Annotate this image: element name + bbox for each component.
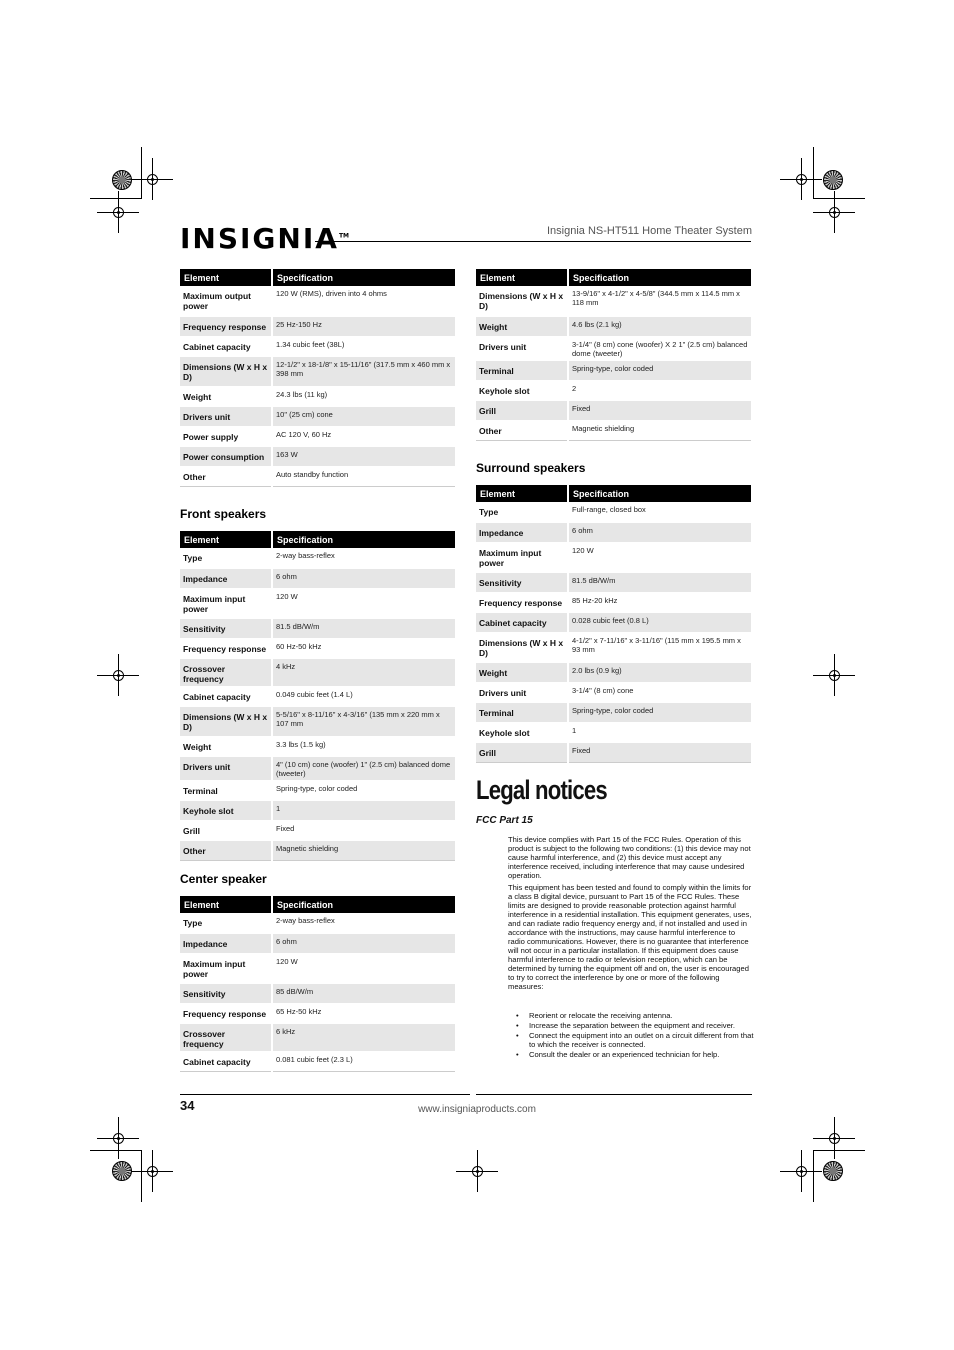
element-cell: Grill (476, 742, 568, 762)
specification-cell: 120 W (568, 542, 751, 572)
header-rule (315, 241, 751, 242)
element-cell: Sensitivity (180, 618, 272, 638)
table-row (180, 386, 455, 406)
specification-cell: 5-5/16" x 8-11/16" x 4-3/16" (135 mm x 220 mm x 107 mm (272, 706, 455, 736)
specification-cell: 2-way bass-reflex (272, 913, 455, 933)
table-row (180, 780, 455, 800)
list-item: • Reorient or relocate the receiving antenna. (516, 1011, 754, 1020)
center-continued-spec-table (476, 269, 751, 441)
crop-mark (141, 147, 142, 199)
crop-mark (813, 1150, 865, 1151)
specification-cell: 1 (568, 722, 751, 742)
specification-cell: 0.028 cubic feet (0.8 L) (568, 612, 751, 632)
column-header-specification: Specification (568, 269, 751, 286)
table-row (476, 360, 751, 380)
table-row (180, 286, 455, 316)
table-row (476, 592, 751, 612)
element-cell: Frequency response (180, 1003, 272, 1023)
table-row (180, 756, 455, 780)
element-cell: Power consumption (180, 446, 272, 466)
element-cell: Sensitivity (476, 572, 568, 592)
table-row (476, 722, 751, 742)
table-row (180, 336, 455, 356)
section-title-surround-speakers: Surround speakers (476, 461, 586, 475)
table-row (180, 466, 455, 486)
column-header-specification: Specification (272, 896, 455, 913)
specification-cell: Spring-type, color coded (568, 360, 751, 380)
crop-mark (813, 147, 814, 199)
element-cell: Drivers unit (476, 336, 568, 360)
element-cell: Keyhole slot (476, 380, 568, 400)
table-row (476, 316, 751, 336)
table-row (476, 420, 751, 440)
table-row (476, 502, 751, 522)
table-row (476, 522, 751, 542)
table-row (180, 406, 455, 426)
specification-cell: 13-9/16" x 4-1/2" x 4-5/8" (344.5 mm x 114.5 mm x 118 mm (568, 286, 751, 316)
element-cell: Other (476, 420, 568, 440)
color-rosette-icon (823, 1161, 843, 1181)
table-row (180, 568, 455, 588)
specification-cell: 3-1/4" (8 cm) cone (568, 682, 751, 702)
specification-cell: 4.6 lbs (2.1 kg) (568, 316, 751, 336)
specification-cell: 1 (272, 800, 455, 820)
specification-cell: 120 W (272, 588, 455, 618)
element-cell: Other (180, 466, 272, 486)
element-cell: Frequency response (180, 638, 272, 658)
table-row (180, 618, 455, 638)
table-row (180, 638, 455, 658)
specification-cell: Magnetic shielding (272, 840, 455, 860)
table-row (180, 1051, 455, 1071)
specification-cell: 6 kHz (272, 1023, 455, 1051)
table-row (180, 548, 455, 568)
table-row (180, 840, 455, 860)
column-header-specification: Specification (272, 269, 455, 286)
element-cell: Terminal (180, 780, 272, 800)
table-row (180, 588, 455, 618)
specification-cell: 3.3 lbs (1.5 kg) (272, 736, 455, 756)
element-cell: Frequency response (476, 592, 568, 612)
table-row (476, 702, 751, 722)
table-row (180, 316, 455, 336)
element-cell: Maximum input power (180, 588, 272, 618)
element-cell: Impedance (180, 568, 272, 588)
center-speaker-spec-table (180, 896, 455, 1072)
element-cell: Weight (476, 662, 568, 682)
crop-mark (813, 1150, 814, 1202)
element-cell: Weight (476, 316, 568, 336)
subwoofer-spec-table (180, 269, 455, 487)
crop-mark (90, 1150, 142, 1151)
specification-cell: Magnetic shielding (568, 420, 751, 440)
table-row (476, 400, 751, 420)
element-cell: Cabinet capacity (180, 686, 272, 706)
crop-mark (90, 198, 142, 199)
element-cell: Maximum input power (180, 953, 272, 983)
specification-cell: 2.0 lbs (0.9 kg) (568, 662, 751, 682)
element-cell: Drivers unit (476, 682, 568, 702)
list-item: • Consult the dealer or an experienced technician for help. (516, 1050, 754, 1059)
table-row (476, 336, 751, 360)
element-cell: Type (476, 502, 568, 522)
element-cell: Dimensions (W x H x D) (476, 286, 568, 316)
specification-cell: 1.34 cubic feet (38L) (272, 336, 455, 356)
specification-cell: 81.5 dB/W/m (272, 618, 455, 638)
specification-cell: 4-1/2" x 7-11/16" x 3-11/16" (115 mm x 195.5 mm x 93 mm (568, 632, 751, 662)
table-row (180, 426, 455, 446)
fcc-paragraph-1: This device complies with Part 15 of the FCC Rules. Operation of this product is subject to the following two conditions: (1) this device may not cause harmful interference, and (2) this device must accept any interference received, including interference that may cause undesired operation. (508, 835, 751, 880)
table-row (476, 286, 751, 316)
specification-cell: 24.3 lbs (11 kg) (272, 386, 455, 406)
specification-cell: 3-1/4" (8 cm) cone (woofer) X 2 1" (2.5 cm) balanced dome (tweeter) (568, 336, 751, 360)
table-row (180, 953, 455, 983)
table-row (180, 658, 455, 686)
specification-cell: 85 dB/W/m (272, 983, 455, 1003)
element-cell: Type (180, 913, 272, 933)
element-cell: Terminal (476, 360, 568, 380)
page-number: 34 (180, 1098, 195, 1113)
table-row (476, 612, 751, 632)
color-rosette-icon (823, 170, 843, 190)
specification-cell: 65 Hz-50 kHz (272, 1003, 455, 1023)
element-cell: Sensitivity (180, 983, 272, 1003)
column-header-element: Element (476, 485, 568, 502)
footer-url-link[interactable]: www.insigniaproducts.com (418, 1104, 536, 1115)
column-header-element: Element (180, 896, 272, 913)
specification-cell: Auto standby function (272, 466, 455, 486)
element-cell: Weight (180, 736, 272, 756)
element-cell: Other (180, 840, 272, 860)
table-row (476, 632, 751, 662)
specification-cell: 120 W (272, 953, 455, 983)
legal-notices-title: Legal notices (476, 775, 607, 805)
front-speakers-spec-table (180, 531, 455, 861)
element-cell: Cabinet capacity (180, 1051, 272, 1071)
table-row (476, 662, 751, 682)
specification-cell: Spring-type, color coded (568, 702, 751, 722)
element-cell: Crossover frequency (180, 658, 272, 686)
table-row (180, 913, 455, 933)
specification-cell: Spring-type, color coded (272, 780, 455, 800)
element-cell: Grill (476, 400, 568, 420)
column-header-specification: Specification (272, 531, 455, 548)
specification-cell: 10" (25 cm) cone (272, 406, 455, 426)
specification-cell: 81.5 dB/W/m (568, 572, 751, 592)
specification-cell: Fixed (568, 400, 751, 420)
header-title: Insignia NS-HT511 Home Theater System (546, 225, 752, 237)
specification-cell: Fixed (568, 742, 751, 762)
specification-cell: 6 ohm (272, 933, 455, 953)
specification-cell: 85 Hz-20 kHz (568, 592, 751, 612)
specification-cell: AC 120 V, 60 Hz (272, 426, 455, 446)
element-cell: Impedance (476, 522, 568, 542)
element-cell: Crossover frequency (180, 1023, 272, 1051)
specification-cell: 2-way bass-reflex (272, 548, 455, 568)
table-row (476, 542, 751, 572)
list-item: • Increase the separation between the equipment and receiver. (516, 1021, 754, 1030)
table-row (180, 736, 455, 756)
table-row (180, 800, 455, 820)
fcc-paragraph-2: This equipment has been tested and found to comply within the limits for a class B digital device, pursuant to Part 15 of the FCC Rules. These limits are designed to provide reasonable protection against harmful interference in a residential installation. This equipment generates, uses, and can radiate radio frequency energy and, if not installed and used in accordance with the instructions, may cause harmful interference to radio communications. However, there is no guarantee that interference will not occur in a particular installation. If this equipment does cause harmful interference to radio or television reception, which can be determined by turning the equipment off and on, the user is encouraged to try to correct the interference by one or more of the following measures: (508, 883, 752, 991)
element-cell: Terminal (476, 702, 568, 722)
table-row (476, 682, 751, 702)
crop-mark (141, 1150, 142, 1202)
table-row (180, 706, 455, 736)
table-row (476, 742, 751, 762)
table-row (180, 446, 455, 466)
element-cell: Keyhole slot (180, 800, 272, 820)
column-header-element: Element (180, 269, 272, 286)
insignia-logo: INSIGNIA™ (180, 222, 350, 255)
table-row (180, 933, 455, 953)
element-cell: Dimensions (W x H x D) (180, 356, 272, 386)
specification-cell: 4 kHz (272, 658, 455, 686)
fcc-measures-list (516, 1011, 754, 1060)
footer-rule (180, 1094, 470, 1095)
section-title-front-speakers: Front speakers (180, 507, 267, 521)
element-cell: Impedance (180, 933, 272, 953)
table-row (180, 983, 455, 1003)
specification-cell: Full-range, closed box (568, 502, 751, 522)
fcc-part-15-heading: FCC Part 15 (476, 815, 533, 826)
specification-cell: 0.081 cubic feet (2.3 L) (272, 1051, 455, 1071)
element-cell: Dimensions (W x H x D) (476, 632, 568, 662)
color-rosette-icon (112, 1161, 132, 1181)
element-cell: Frequency response (180, 316, 272, 336)
footer-rule (476, 1094, 752, 1095)
specification-cell: Fixed (272, 820, 455, 840)
column-header-specification: Specification (568, 485, 751, 502)
table-row (476, 380, 751, 400)
element-cell: Power supply (180, 426, 272, 446)
table-row (180, 1003, 455, 1023)
element-cell: Drivers unit (180, 406, 272, 426)
table-row (180, 820, 455, 840)
specification-cell: 25 Hz-150 Hz (272, 316, 455, 336)
section-title-center-speaker: Center speaker (180, 872, 267, 886)
specification-cell: 6 ohm (272, 568, 455, 588)
element-cell: Weight (180, 386, 272, 406)
specification-cell: 4" (10 cm) cone (woofer) 1" (2.5 cm) balanced dome (tweeter) (272, 756, 455, 780)
specification-cell: 0.049 cubic feet (1.4 L) (272, 686, 455, 706)
table-row (180, 356, 455, 386)
list-item: • Connect the equipment into an outlet on a circuit different from that to which the receiver is connected. (516, 1031, 754, 1049)
element-cell: Grill (180, 820, 272, 840)
element-cell: Type (180, 548, 272, 568)
element-cell: Cabinet capacity (180, 336, 272, 356)
table-row (476, 572, 751, 592)
specification-cell: 2 (568, 380, 751, 400)
column-header-element: Element (476, 269, 568, 286)
element-cell: Dimensions (W x H x D) (180, 706, 272, 736)
table-row (180, 686, 455, 706)
specification-cell: 12-1/2" x 18-1/8" x 15-11/16" (317.5 mm x 460 mm x 398 mm (272, 356, 455, 386)
specification-cell: 120 W (RMS), driven into 4 ohms (272, 286, 455, 316)
element-cell: Keyhole slot (476, 722, 568, 742)
element-cell: Drivers unit (180, 756, 272, 780)
specification-cell: 6 ohm (568, 522, 751, 542)
crop-mark (813, 198, 865, 199)
column-header-element: Element (180, 531, 272, 548)
table-row (180, 1023, 455, 1051)
surround-speakers-spec-table (476, 485, 751, 763)
specification-cell: 163 W (272, 446, 455, 466)
element-cell: Maximum input power (476, 542, 568, 572)
element-cell: Cabinet capacity (476, 612, 568, 632)
element-cell: Maximum output power (180, 286, 272, 316)
color-rosette-icon (112, 170, 132, 190)
specification-cell: 60 Hz-50 kHz (272, 638, 455, 658)
